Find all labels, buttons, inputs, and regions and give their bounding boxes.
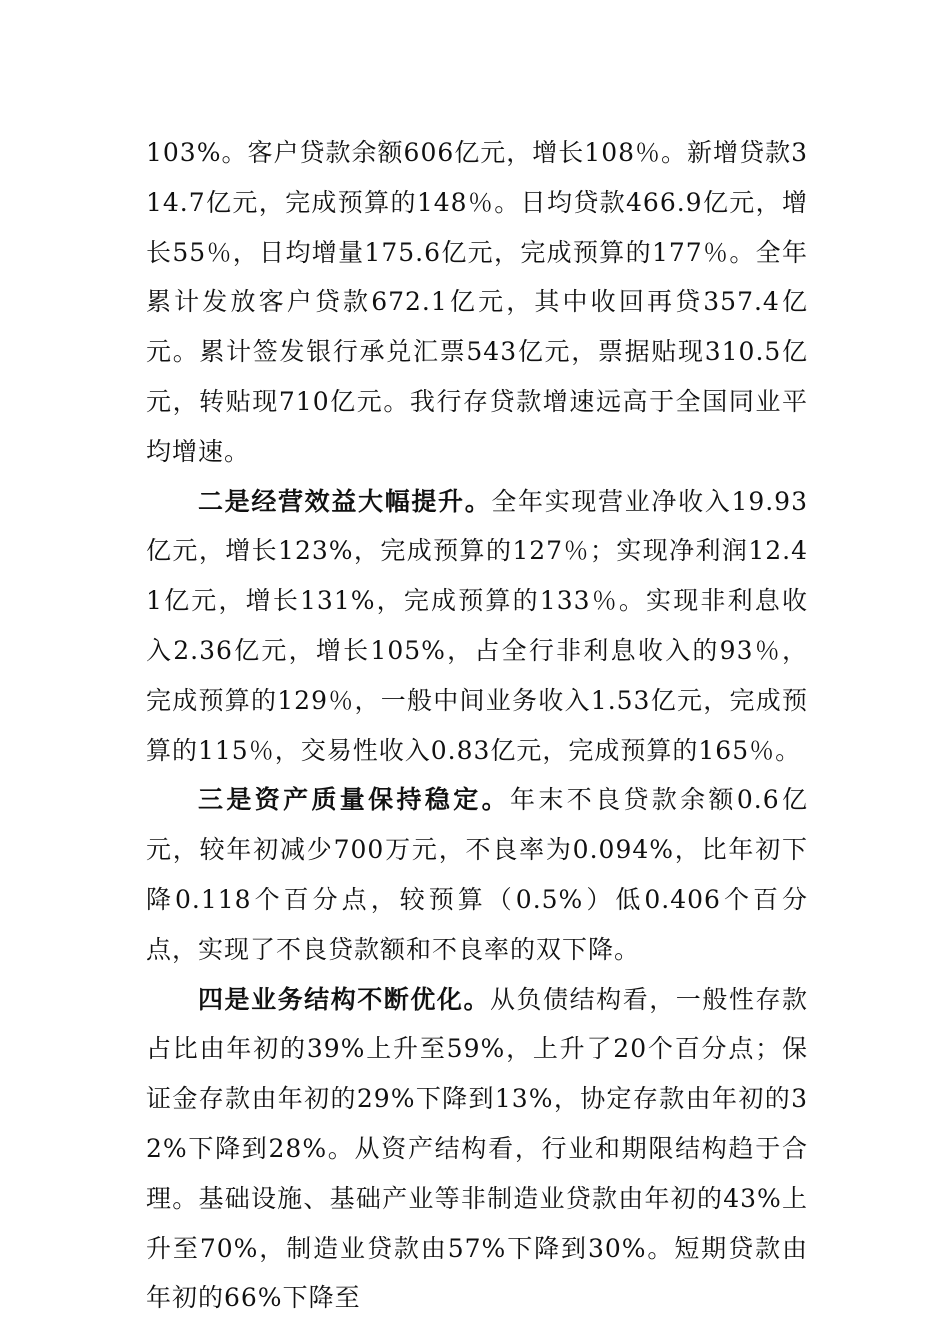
paragraph-lead: 三是资产质量保持稳定。 — [198, 785, 510, 815]
paragraph-asset-quality — [146, 775, 808, 974]
document-page — [146, 128, 808, 1323]
paragraph-lead: 四是业务结构不断优化。 — [198, 984, 490, 1014]
paragraph-text: 年末不良贷款余额0.6亿元，较年初减少700万元，不良率为0.094%，比年初下降0.118个百分点，较预算（0.5%）低0.406个百分点，实现了不良贷款额和不良率的双下降。 — [146, 785, 808, 964]
paragraph-loan-summary — [146, 128, 808, 477]
paragraph-lead: 二是经营效益大幅提升。 — [198, 486, 492, 516]
paragraph-text: 103%。客户贷款余额606亿元，增长108％。新增贷款314.7亿元，完成预算的148％。日均贷款466.9亿元，增长55％，日均增量175.6亿元，完成预算的177％。全年累计发放客户贷款672.1亿元，其中收回再贷357.4亿元。累计签发银行承兑汇票543亿元，票据贴现310.5亿元，转贴现710亿元。我行存贷款增速远高于全国同业平均增速。 — [146, 138, 808, 466]
paragraph-business-structure — [146, 975, 808, 1324]
paragraph-text: 全年实现营业净收入19.93亿元，增长123%，完成预算的127％；实现净利润12.41亿元，增长131%，完成预算的133％。实现非利息收入2.36亿元，增长105%，占全行非利息收入的93％，完成预算的129％，一般中间业务收入1.53亿元，完成预算的115％，交易性收入0.83亿元，完成预算的165％。 — [146, 486, 808, 765]
paragraph-text: 从负债结构看，一般性存款占比由年初的39%上升至59%，上升了20个百分点；保证金存款由年初的29%下降到13%，协定存款由年初的32%下降到28%。从资产结构看，行业和期限结构趋于合理。基础设施、基础产业等非制造业贷款由年初的43%上升至70%，制造业贷款由57%下降到30%。短期贷款由年初的66%下降至 — [146, 984, 808, 1313]
paragraph-operating-income — [146, 477, 808, 776]
